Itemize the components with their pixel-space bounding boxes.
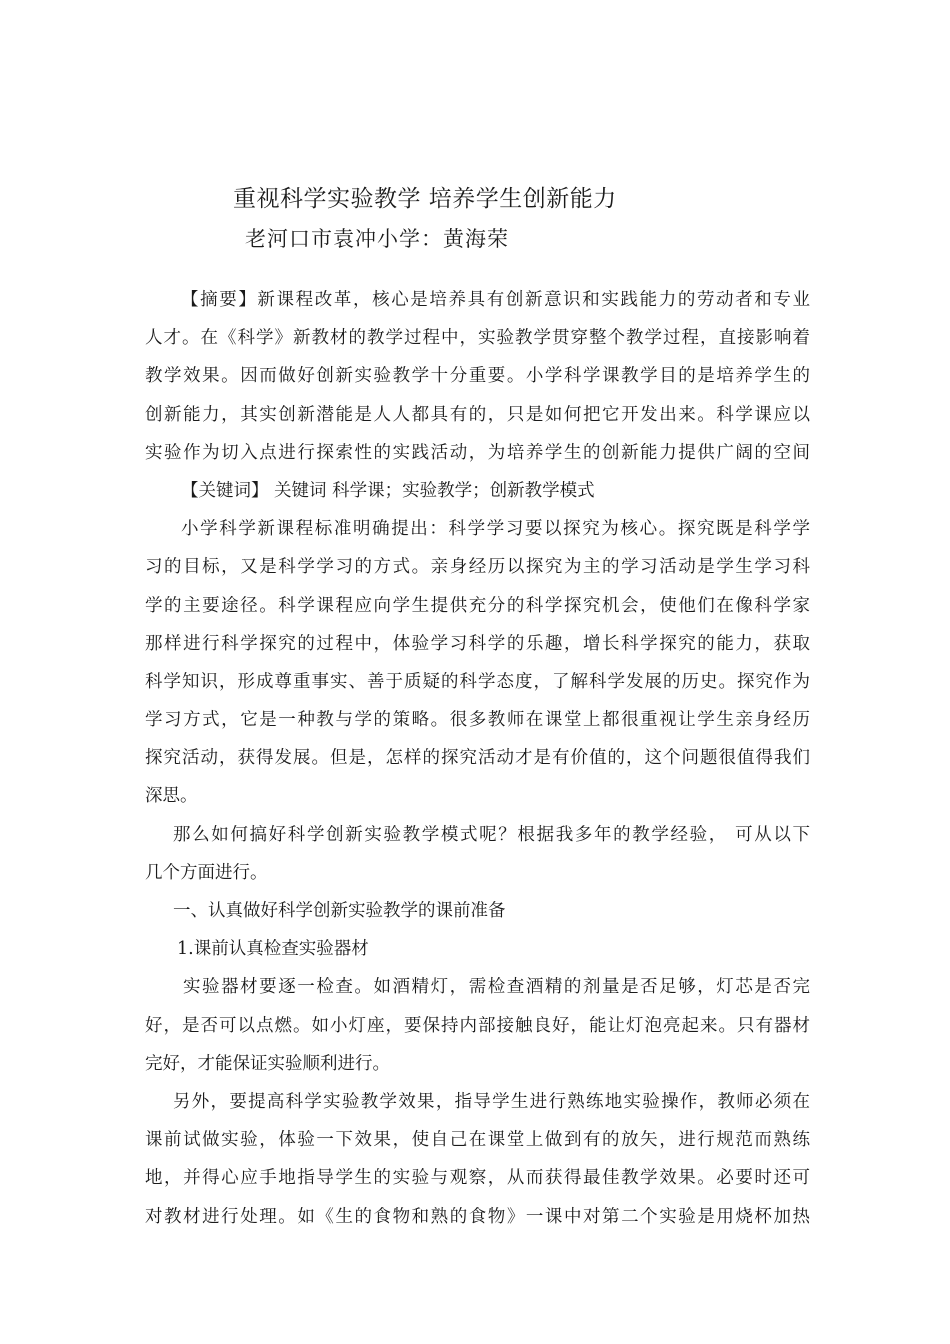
paragraph-line: 对教材进行处理。如《生的食物和熟的食物》一课中对第二个实验是用烧杯加热 (145, 1206, 810, 1227)
paragraph-line: 好，是否可以点燃。如小灯座，要保持内部接触良好，能让灯泡亮起来。只有器材 (145, 1015, 810, 1036)
subsection-heading: 1.课前认真检查实验器材 (177, 939, 369, 960)
page-title: 重视科学实验教学 培养学生创新能力 (233, 186, 617, 212)
paragraph-line: 完好，才能保证实验顺利进行。 (145, 1053, 390, 1074)
paragraph-line: 实验器材要逐一检查。如酒精灯，需检查酒精的剂量是否足够，灯芯是否完 (183, 977, 810, 998)
paragraph-line: 小学科学新课程标准明确提出：科学学习要以探究为核心。探究既是科学学 (181, 519, 810, 540)
paragraph-line: 几个方面进行。 (145, 862, 268, 883)
section-heading: 一、认真做好科学创新实验教学的课前准备 (173, 901, 506, 921)
keywords-line: 【关键词】 关键词 科学课；实验教学；创新教学模式 (181, 480, 595, 501)
paragraph-line: 学的主要途径。科学课程应向学生提供充分的科学探究机会，使他们在像科学家 (145, 595, 810, 616)
author-line: 老河口市袁冲小学：黄海荣 (245, 227, 509, 251)
paragraph-line: 课前试做实验，体验一下效果，使自己在课堂上做到有的放矢，进行规范而熟练 (145, 1130, 810, 1151)
paragraph-line: 科学知识，形成尊重事实、善于质疑的科学态度，了解科学发展的历史。探究作为 (145, 671, 810, 692)
paragraph-line: 地，并得心应手地指导学生的实验与观察，从而获得最佳教学效果。必要时还可 (145, 1168, 810, 1189)
paragraph-line: 习的目标，又是科学学习的方式。亲身经历以探究为主的学习活动是学生学习科 (145, 557, 810, 578)
paragraph-line: 另外，要提高科学实验教学效果，指导学生进行熟练地实验操作，教师必须在 (173, 1091, 810, 1112)
abstract-line: 【摘要】新课程改革，核心是培养具有创新意识和实践能力的劳动者和专业 (181, 290, 810, 310)
paragraph-line: 深思。 (145, 786, 198, 807)
paragraph-line: 学习方式，它是一种教与学的策略。很多教师在课堂上都很重视让学生亲身经历 (145, 710, 810, 731)
paragraph-line: 那么如何搞好科学创新实验教学模式呢？根据我多年的教学经验， 可从以下 (173, 824, 810, 845)
abstract-line: 实验作为切入点进行探索性的实践活动，为培养学生的创新能力提供广阔的空间 (145, 442, 810, 463)
paragraph-line: 那样进行科学探究的过程中，体验学习科学的乐趣，增长科学探究的能力，获取 (145, 633, 810, 654)
abstract-line: 创新能力，其实创新潜能是人人都具有的，只是如何把它开发出来。科学课应以 (145, 404, 810, 425)
abstract-line: 教学效果。因而做好创新实验教学十分重要。小学科学课教学目的是培养学生的 (145, 366, 810, 387)
paragraph-line: 探究活动，获得发展。但是，怎样的探究活动才是有价值的，这个问题很值得我们 (145, 748, 810, 769)
article-body (145, 281, 810, 1236)
abstract-line: 人才。在《科学》新教材的教学过程中，实验教学贯穿整个教学过程，直接影响着 (145, 328, 810, 349)
